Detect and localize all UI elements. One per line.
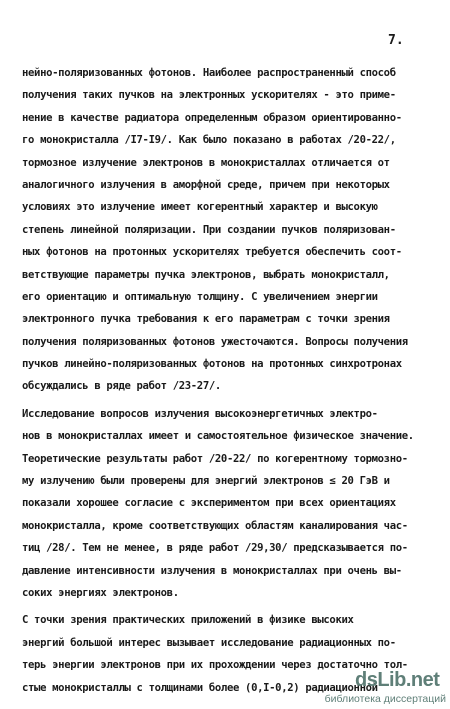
watermark-logo: dsLib.net <box>355 669 440 691</box>
text-line: монокристалла, кроме соответствующих областям каналирования час- <box>22 519 408 532</box>
watermark-caption: библиотека диссертаций <box>324 693 446 705</box>
text-line: Теоретические результаты работ /20-22/ по когерентному тормозно- <box>22 452 408 465</box>
text-line: нение в качестве радиатора определенным образом ориентированно- <box>22 111 402 124</box>
page-number: 7. <box>388 33 404 48</box>
text-line: го монокристалла /I7-I9/. Как было показано в работах /20-22/, <box>22 134 396 147</box>
text-line: обсуждались в ряде работ /23-27/. <box>22 380 221 393</box>
text-line: условиях это излучение имеет когерентный характер и высокую <box>22 201 378 214</box>
text-line: ветствующие параметры пучка электронов, выбрать монокристалл, <box>22 268 390 281</box>
text-line: его ориентацию и оптимальную толщину. С увеличением энергии <box>22 290 378 303</box>
text-line: степень линейной поляризации. При создании пучков поляризован- <box>22 223 396 236</box>
paragraph-1 <box>22 62 436 398</box>
text-line: аналогичного излучения в аморфной среде, причем при некоторых <box>22 178 390 191</box>
text-line: энергий большой интерес вызывает исследование радиационных по- <box>22 636 396 649</box>
text-line: получения поляризованных фотонов ужесточаются. Вопросы получения <box>22 335 408 348</box>
text-line: нейно-поляризованных фотонов. Наиболее распространенный способ <box>22 67 396 79</box>
text-line: электронного пучка требования к его параметрам с точки зрения <box>22 313 390 326</box>
text-line: му излучению были проверены для энергий электронов ≤ 20 ГэВ и <box>22 475 390 488</box>
text-line: нов в монокристаллах имеет и самостоятельное физическое значение. <box>22 430 414 443</box>
text-line: соких энергиях электронов. <box>22 586 179 599</box>
text-line: тиц /28/. Тем не менее, в ряде работ /29,30/ предсказывается по- <box>22 542 408 555</box>
text-line: тормозное излучение электронов в монокристаллах отличается от <box>22 156 390 169</box>
text-line: терь энергии электронов при их прохождении через достаточно тол- <box>22 659 408 672</box>
watermark[interactable] <box>322 669 446 705</box>
text-line: получения таких пучков на электронных ускорителях - это приме- <box>22 89 396 102</box>
text-line: пучков линейно-поляризованных фотонов на протонных синхротронах <box>22 358 402 371</box>
text-line: давление интенсивности излучения в монокристаллах при очень вы- <box>22 564 402 577</box>
text-line: Исследование вопросов излучения высокоэнергетичных электро- <box>22 407 378 420</box>
text-line: показали хорошее согласие с экспериментом при всех ориентациях <box>22 497 396 510</box>
text-line: С точки зрения практических приложений в физике высоких <box>22 614 354 627</box>
text-line: стые монокристаллы с толщинами более (0,I-0,2) радиационной <box>22 681 378 694</box>
paragraph-2 <box>22 403 436 605</box>
text-line: ных фотонов на протонных ускорителях требуется обеспечить соот- <box>22 246 402 259</box>
body-text <box>22 62 436 699</box>
